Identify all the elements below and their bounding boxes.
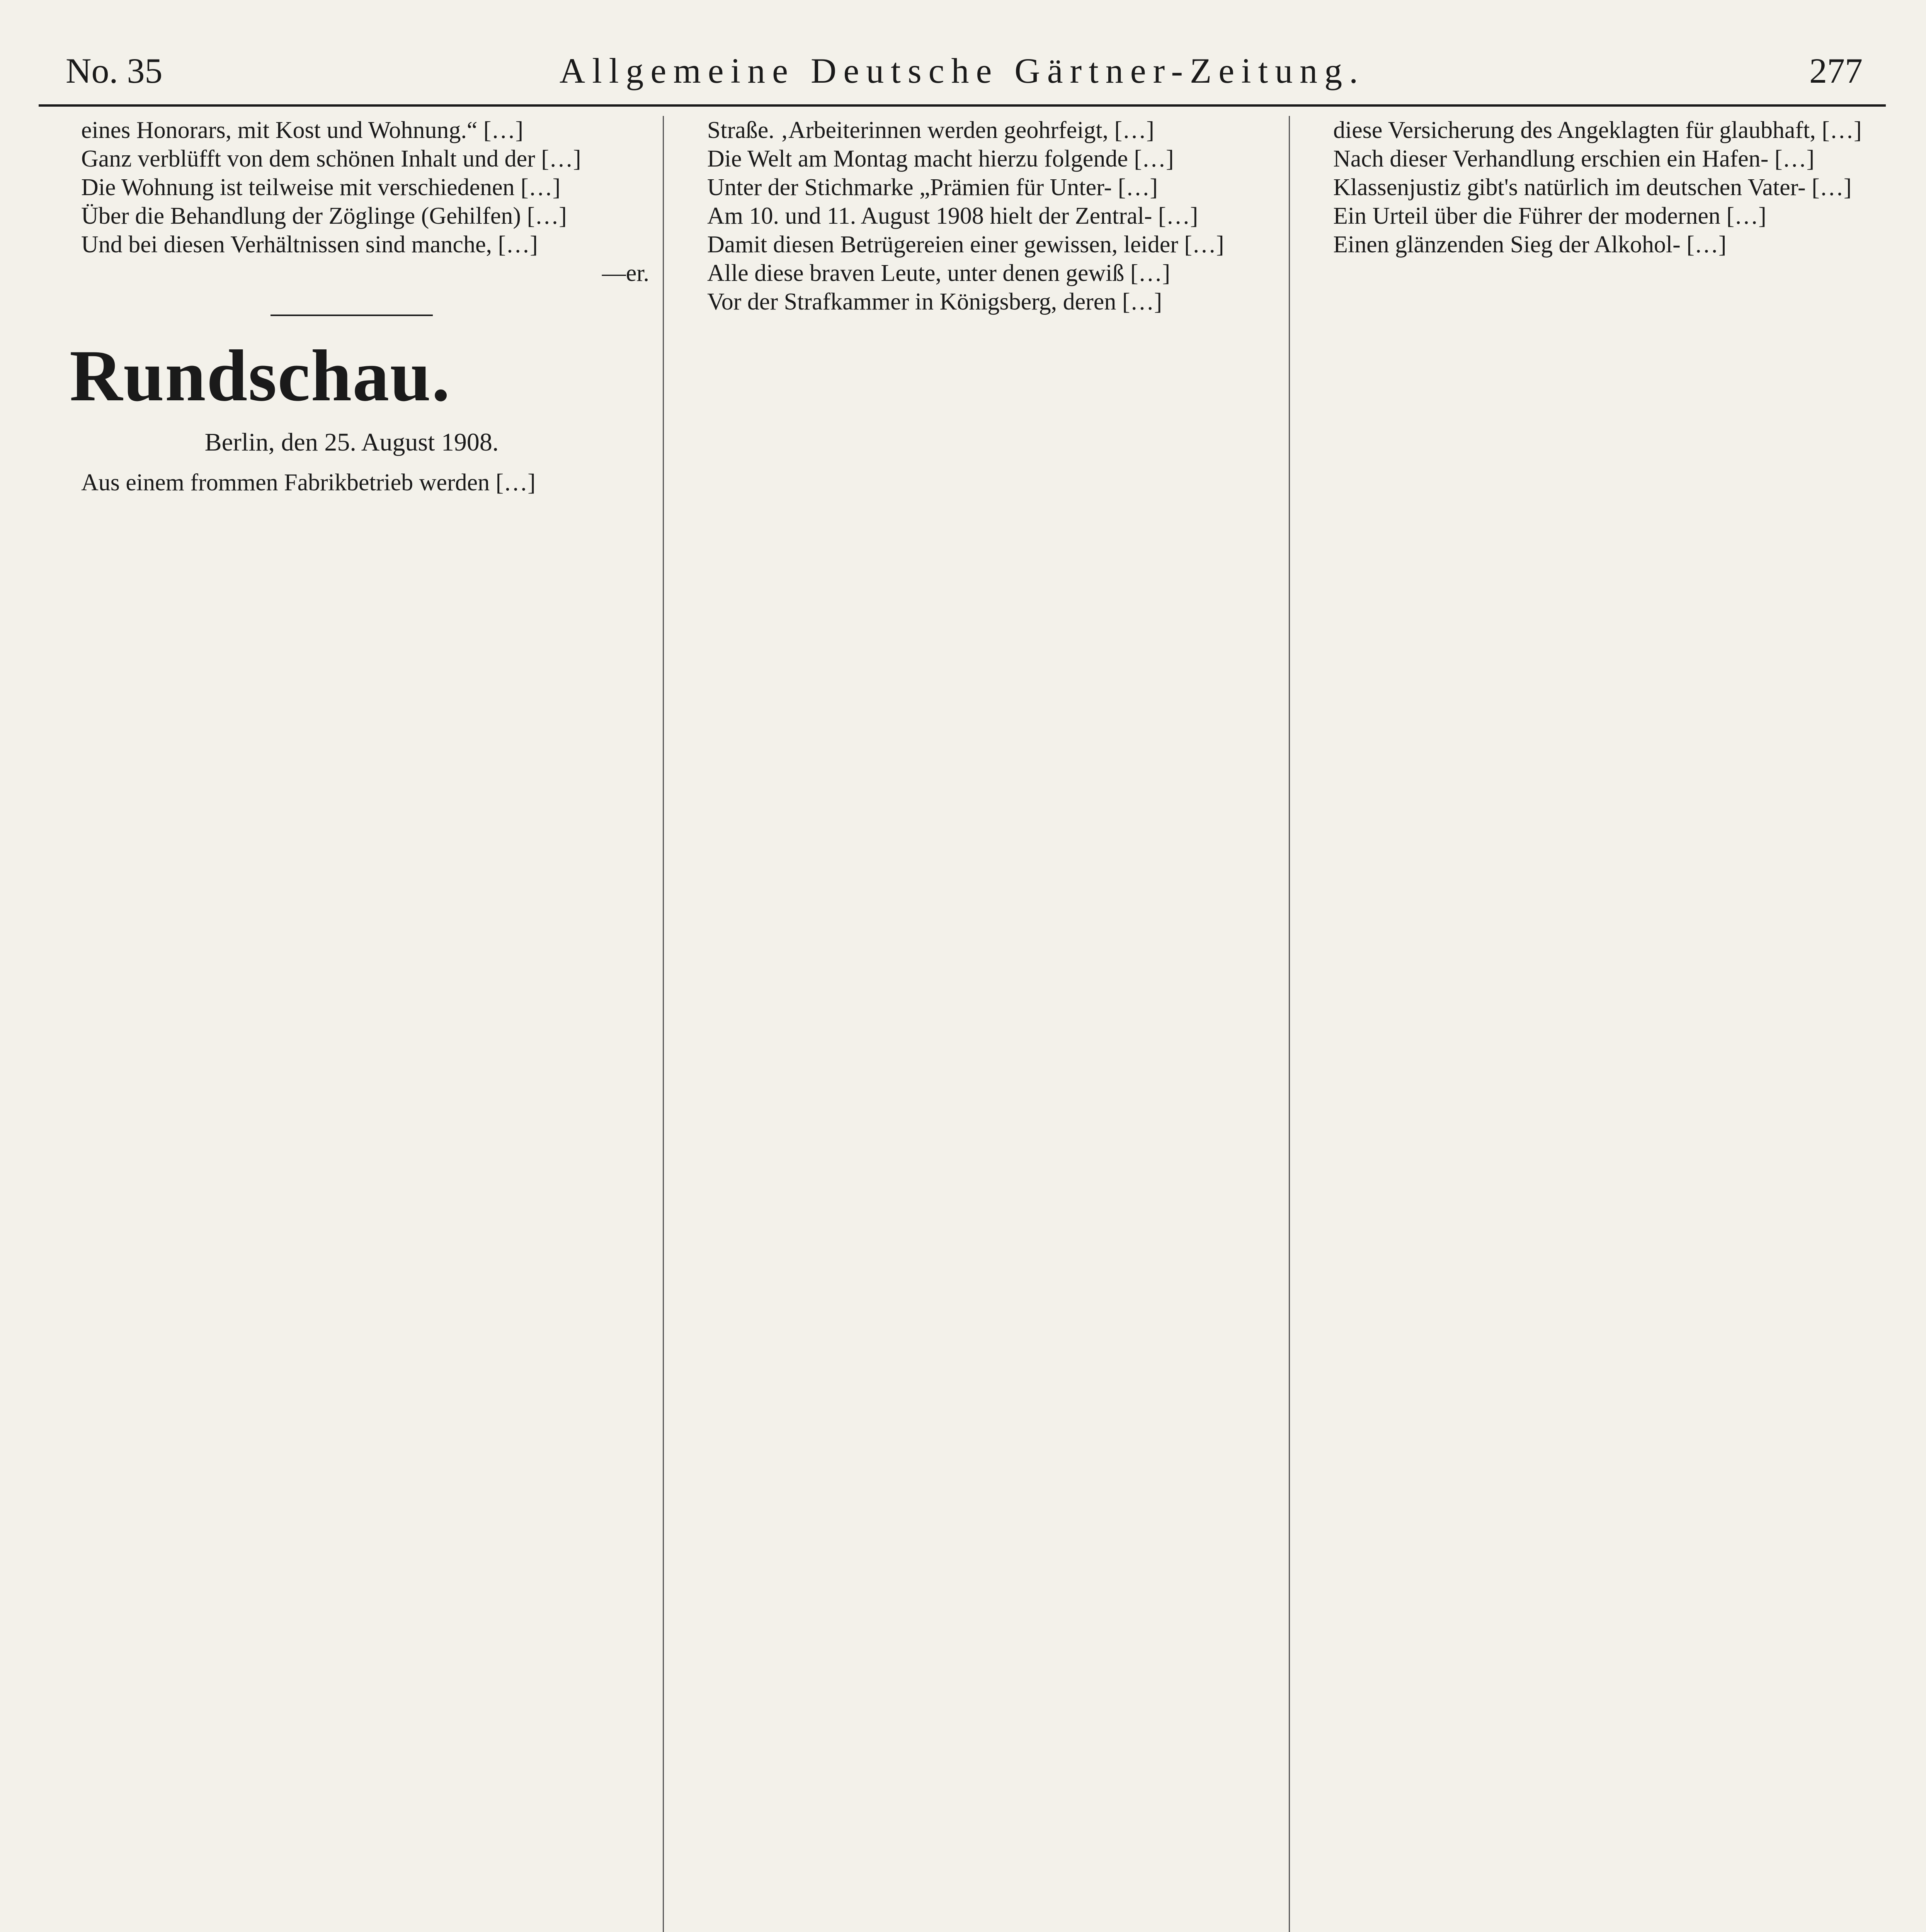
column-2: [680, 116, 1275, 1932]
paragraph: Einen glänzenden Sieg der Alkohol- […]: [1333, 231, 1727, 258]
paragraph: Über die Behandlung der Zöglinge (Gehilfen) […]: [81, 203, 567, 229]
paragraph: Die Wohnung ist teilweise mit verschiedenen […]: [81, 174, 561, 201]
column-rule: [663, 116, 664, 1932]
paragraph: Damit diesen Betrügereien einer gewissen, leider […]: [707, 231, 1224, 258]
page-number: 277: [1809, 51, 1863, 90]
newspaper-title: Allgemeine Deutsche Gärtner-Zeitung.: [559, 51, 1365, 90]
paragraph: Alle diese braven Leute, unter denen gewiß […]: [707, 260, 1171, 286]
section-divider: [271, 315, 433, 316]
newspaper-page: [15, 15, 1911, 1932]
paragraph: Vor der Strafkammer in Königsberg, deren […]: [707, 289, 1162, 315]
paragraph: Unter der Stichmarke „Prämien für Unter- […]: [707, 174, 1158, 201]
issue-number: No. 35: [66, 51, 163, 90]
dateline: Berlin, den 25. August 1908.: [204, 428, 499, 456]
paragraph: Am 10. und 11. August 1908 hielt der Zentral- […]: [707, 203, 1198, 229]
paragraph: Nach dieser Verhandlung erschien ein Hafen- […]: [1333, 146, 1815, 172]
paragraph: Ein Urteil über die Führer der modernen […]: [1333, 203, 1766, 229]
paragraph: Die Welt am Montag macht hierzu folgende […]: [707, 146, 1174, 172]
section-title: Rundschau.: [70, 335, 451, 417]
column-3: [1306, 116, 1901, 1932]
paragraph: Aus einem frommen Fabrikbetrieb werden […]: [81, 469, 536, 496]
paragraph: Straße. ‚Arbeiterinnen werden geohrfeigt, […]: [707, 117, 1154, 143]
paragraph: Ganz verblüfft von dem schönen Inhalt und der […]: [81, 146, 581, 172]
paragraph: Und bei diesen Verhältnissen sind manche, […]: [81, 231, 538, 258]
paragraph: Klassenjustiz gibt's natürlich im deutschen Vater- […]: [1333, 174, 1852, 201]
page-header: [39, 31, 1886, 107]
author-signature: —er.: [602, 260, 649, 286]
column-1: [54, 116, 649, 1932]
paragraph: diese Versicherung des Angeklagten für glaubhaft, […]: [1333, 117, 1862, 143]
column-rule: [1289, 116, 1290, 1932]
paragraph: eines Honorars, mit Kost und Wohnung.“ […]: [81, 117, 524, 143]
